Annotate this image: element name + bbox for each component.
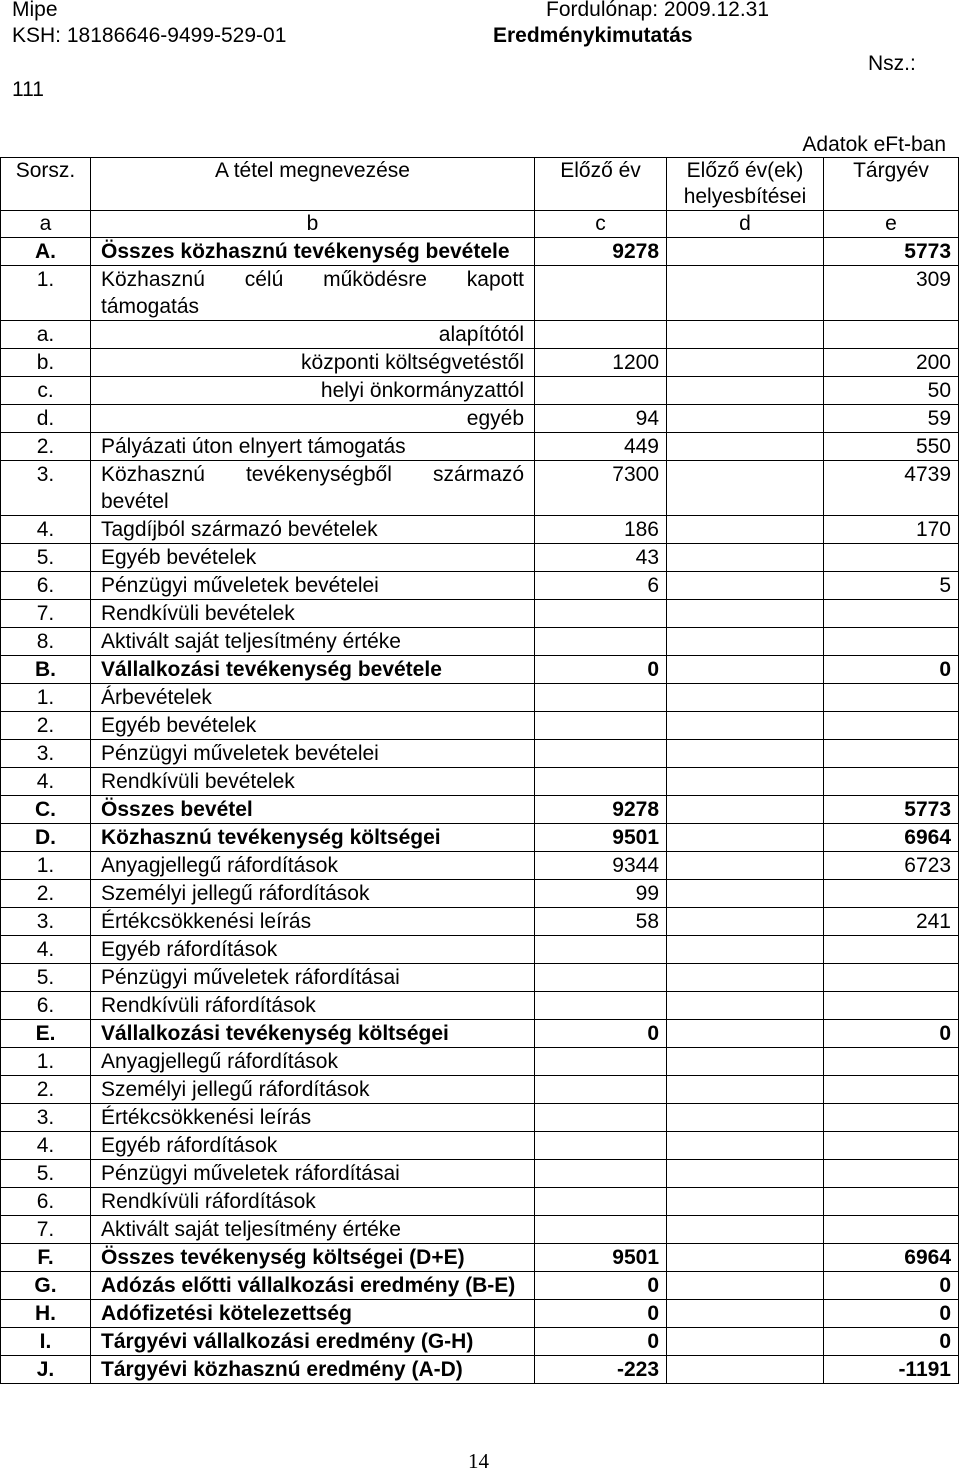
prev-year-value: 186 <box>535 516 667 544</box>
correction-value <box>667 824 824 852</box>
correction-value <box>667 628 824 656</box>
correction-value <box>667 712 824 740</box>
current-year-value: 59 <box>824 405 959 433</box>
row-name-text: Egyéb ráfordítások <box>101 1134 278 1157</box>
row-number: 4. <box>1 936 91 964</box>
column-letter: c <box>535 211 667 238</box>
prev-year-value <box>535 768 667 796</box>
table-row <box>1 321 959 349</box>
correction-value <box>667 572 824 600</box>
current-year-value: 170 <box>824 516 959 544</box>
current-year-value: 50 <box>824 377 959 405</box>
row-name <box>91 656 535 684</box>
correction-value <box>667 1244 824 1272</box>
row-name <box>91 964 535 992</box>
row-name-text: Tárgyévi közhasznú eredmény (A-D) <box>101 1358 463 1381</box>
correction-value <box>667 852 824 880</box>
correction-value <box>667 1104 824 1132</box>
prev-year-value <box>535 1076 667 1104</box>
row-name-text: Rendkívüli ráfordítások <box>101 994 316 1017</box>
row-name <box>91 936 535 964</box>
prev-year-value: 43 <box>535 544 667 572</box>
row-name <box>91 1076 535 1104</box>
row-name-text: Rendkívüli bevételek <box>101 770 295 793</box>
row-name-text: Tagdíjból származó bevételek <box>101 518 378 541</box>
current-year-value: 0 <box>824 1328 959 1356</box>
prev-year-value <box>535 377 667 405</box>
current-year-value <box>824 936 959 964</box>
correction-value <box>667 684 824 712</box>
correction-value <box>667 1076 824 1104</box>
correction-value <box>667 1216 824 1244</box>
prev-year-value <box>535 1188 667 1216</box>
row-number: 7. <box>1 600 91 628</box>
header-current-year: Tárgyév <box>824 158 959 211</box>
row-name <box>91 712 535 740</box>
correction-value <box>667 908 824 936</box>
header-prev-year: Előző év <box>535 158 667 211</box>
table-row <box>1 516 959 544</box>
table-row <box>1 1104 959 1132</box>
current-year-value: 5773 <box>824 796 959 824</box>
row-name-text: Egyéb ráfordítások <box>101 938 278 961</box>
income-statement-table <box>0 157 959 1384</box>
prev-year-value <box>535 992 667 1020</box>
table-row <box>1 1048 959 1076</box>
correction-value <box>667 349 824 377</box>
reporting-date: Fordulónap: 2009.12.31 <box>546 0 770 21</box>
table-row <box>1 1244 959 1272</box>
row-name-text: Aktivált saját teljesítmény értéke <box>101 630 401 653</box>
row-name <box>91 544 535 572</box>
header-name: A tétel megnevezése <box>91 158 535 211</box>
prev-year-value: -223 <box>535 1356 667 1384</box>
correction-value <box>667 600 824 628</box>
current-year-value: 6964 <box>824 824 959 852</box>
current-year-value: 0 <box>824 1272 959 1300</box>
row-number: c. <box>1 377 91 405</box>
row-name <box>91 600 535 628</box>
table-row <box>1 964 959 992</box>
table-row <box>1 656 959 684</box>
correction-value <box>667 880 824 908</box>
row-number: I. <box>1 1328 91 1356</box>
current-year-value: 200 <box>824 349 959 377</box>
row-name-text: Egyéb bevételek <box>101 714 257 737</box>
prev-year-value: 9278 <box>535 796 667 824</box>
row-number: E. <box>1 1020 91 1048</box>
row-number: A. <box>1 238 91 266</box>
prev-year-value: 58 <box>535 908 667 936</box>
table-header-row <box>1 158 959 211</box>
row-number: 3. <box>1 908 91 936</box>
nsz-label: Nsz.: <box>868 52 916 75</box>
current-year-value <box>824 964 959 992</box>
row-name <box>91 1328 535 1356</box>
table-row <box>1 824 959 852</box>
current-year-value <box>824 1160 959 1188</box>
row-name-text: Rendkívüli bevételek <box>101 602 295 625</box>
row-number: H. <box>1 1300 91 1328</box>
current-year-value: 0 <box>824 1020 959 1048</box>
table-row <box>1 1076 959 1104</box>
correction-value <box>667 1328 824 1356</box>
ksh-number: KSH: 18186646-9499-529-01 <box>12 24 287 47</box>
table-row <box>1 992 959 1020</box>
prev-year-value <box>535 1160 667 1188</box>
row-name-text: egyéb <box>466 407 524 430</box>
current-year-value <box>824 1104 959 1132</box>
prev-year-value: 1200 <box>535 349 667 377</box>
row-number: 4. <box>1 768 91 796</box>
current-year-value: -1191 <box>824 1356 959 1384</box>
table-row <box>1 572 959 600</box>
row-name <box>91 1104 535 1132</box>
header-corrections-line1: Előző év(ek) <box>686 159 804 182</box>
table-row <box>1 1160 959 1188</box>
current-year-value <box>824 1076 959 1104</box>
row-number: 1. <box>1 266 91 321</box>
row-name-text: Anyagjellegű ráfordítások <box>101 1050 338 1073</box>
row-name <box>91 880 535 908</box>
row-number: D. <box>1 824 91 852</box>
table-row <box>1 433 959 461</box>
prev-year-value <box>535 684 667 712</box>
row-number: 5. <box>1 1160 91 1188</box>
row-name-text: helyi önkormányzattól <box>320 379 524 402</box>
row-name-text: Értékcsökkenési leírás <box>101 1106 312 1129</box>
table-row <box>1 852 959 880</box>
row-name <box>91 1216 535 1244</box>
prev-year-value: 0 <box>535 656 667 684</box>
row-number: 5. <box>1 964 91 992</box>
table-row <box>1 1216 959 1244</box>
prev-year-value: 7300 <box>535 461 667 516</box>
prev-year-value <box>535 628 667 656</box>
row-name-text: Pénzügyi műveletek bevételei <box>101 574 379 597</box>
row-name <box>91 1244 535 1272</box>
row-name-text: Pénzügyi műveletek ráfordításai <box>101 1162 400 1185</box>
row-name-text: Aktivált saját teljesítmény értéke <box>101 1218 401 1241</box>
row-name <box>91 1132 535 1160</box>
prev-year-value: 9344 <box>535 852 667 880</box>
column-letter: a <box>1 211 91 238</box>
correction-value <box>667 1160 824 1188</box>
table-row <box>1 768 959 796</box>
table-row <box>1 712 959 740</box>
prev-year-value: 9278 <box>535 238 667 266</box>
prev-year-value: 0 <box>535 1328 667 1356</box>
row-name <box>91 572 535 600</box>
page-number: 14 <box>468 1449 489 1473</box>
row-number: 1. <box>1 684 91 712</box>
current-year-value <box>824 628 959 656</box>
row-number: 3. <box>1 1104 91 1132</box>
row-name-text: Összes bevétel <box>101 798 253 821</box>
row-number: b. <box>1 349 91 377</box>
row-name <box>91 908 535 936</box>
column-letter: e <box>824 211 959 238</box>
row-name-text: Közhasznú célú működésre kapott támogatás <box>101 268 524 318</box>
current-year-value <box>824 544 959 572</box>
correction-value <box>667 516 824 544</box>
row-name-text: Pályázati úton elnyert támogatás <box>101 435 406 458</box>
prev-year-value <box>535 1048 667 1076</box>
correction-value <box>667 405 824 433</box>
prev-year-value <box>535 600 667 628</box>
current-year-value <box>824 1132 959 1160</box>
table-row <box>1 461 959 516</box>
row-name <box>91 1048 535 1076</box>
table-row <box>1 1132 959 1160</box>
prev-year-value <box>535 964 667 992</box>
current-year-value <box>824 992 959 1020</box>
correction-value <box>667 377 824 405</box>
table-row <box>1 238 959 266</box>
column-letter: d <box>667 211 824 238</box>
current-year-value <box>824 684 959 712</box>
current-year-value <box>824 768 959 796</box>
correction-value <box>667 461 824 516</box>
document-title: Eredménykimutatás <box>493 24 693 47</box>
column-letter-row <box>1 211 959 238</box>
header-corrections-line2: helyesbítései <box>683 185 807 208</box>
correction-value <box>667 936 824 964</box>
row-name-text: Rendkívüli ráfordítások <box>101 1190 316 1213</box>
row-name <box>91 852 535 880</box>
row-number: C. <box>1 796 91 824</box>
row-name-text: Személyi jellegű ráfordítások <box>101 1078 370 1101</box>
current-year-value: 309 <box>824 266 959 321</box>
form-code: 111 <box>12 78 44 101</box>
column-letter: b <box>91 211 535 238</box>
table-row <box>1 936 959 964</box>
row-number: 2. <box>1 433 91 461</box>
row-name <box>91 740 535 768</box>
row-number: 6. <box>1 1188 91 1216</box>
row-name <box>91 824 535 852</box>
row-name-text: Adózás előtti vállalkozási eredmény (B-E) <box>101 1274 516 1297</box>
prev-year-value <box>535 712 667 740</box>
current-year-value: 0 <box>824 656 959 684</box>
header-corrections <box>667 158 824 211</box>
table-row <box>1 908 959 936</box>
row-name-text: Vállalkozási tevékenység bevétele <box>101 658 442 681</box>
current-year-value: 550 <box>824 433 959 461</box>
correction-value <box>667 1356 824 1384</box>
current-year-value <box>824 740 959 768</box>
row-number: 3. <box>1 461 91 516</box>
row-number: a. <box>1 321 91 349</box>
row-name-text: Pénzügyi műveletek bevételei <box>101 742 379 765</box>
correction-value <box>667 1020 824 1048</box>
row-number: 2. <box>1 880 91 908</box>
prev-year-value: 449 <box>535 433 667 461</box>
correction-value <box>667 1048 824 1076</box>
current-year-value <box>824 321 959 349</box>
row-number: 6. <box>1 992 91 1020</box>
table-row <box>1 684 959 712</box>
current-year-value: 0 <box>824 1300 959 1328</box>
row-name-text: Személyi jellegű ráfordítások <box>101 882 370 905</box>
current-year-value <box>824 600 959 628</box>
row-name-text: Közhasznú tevékenység költségei <box>101 826 441 849</box>
row-name <box>91 1300 535 1328</box>
prev-year-value: 99 <box>535 880 667 908</box>
row-name-text: Egyéb bevételek <box>101 546 257 569</box>
units-note: Adatok eFt-ban <box>802 133 946 156</box>
current-year-value <box>824 880 959 908</box>
correction-value <box>667 433 824 461</box>
current-year-value: 5773 <box>824 238 959 266</box>
correction-value <box>667 964 824 992</box>
row-name <box>91 992 535 1020</box>
correction-value <box>667 266 824 321</box>
table-row <box>1 266 959 321</box>
table-row <box>1 796 959 824</box>
row-name <box>91 1160 535 1188</box>
correction-value <box>667 1300 824 1328</box>
row-name <box>91 1188 535 1216</box>
current-year-value <box>824 712 959 740</box>
prev-year-value <box>535 1104 667 1132</box>
row-number: 2. <box>1 712 91 740</box>
prev-year-value: 6 <box>535 572 667 600</box>
prev-year-value <box>535 266 667 321</box>
table-row <box>1 880 959 908</box>
row-number: G. <box>1 1272 91 1300</box>
correction-value <box>667 238 824 266</box>
table-row <box>1 1300 959 1328</box>
row-name <box>91 405 535 433</box>
row-number: 4. <box>1 516 91 544</box>
row-number: 2. <box>1 1076 91 1104</box>
organization-name: Mipe <box>12 0 58 21</box>
prev-year-value <box>535 321 667 349</box>
row-name <box>91 516 535 544</box>
row-name-text: Árbevételek <box>101 686 212 709</box>
current-year-value <box>824 1188 959 1216</box>
correction-value <box>667 544 824 572</box>
header-sorsz: Sorsz. <box>1 158 91 211</box>
current-year-value: 5 <box>824 572 959 600</box>
correction-value <box>667 740 824 768</box>
row-name <box>91 377 535 405</box>
row-number: 7. <box>1 1216 91 1244</box>
correction-value <box>667 768 824 796</box>
prev-year-value: 0 <box>535 1300 667 1328</box>
table-row <box>1 349 959 377</box>
prev-year-value: 0 <box>535 1272 667 1300</box>
prev-year-value <box>535 936 667 964</box>
row-name-text: Anyagjellegű ráfordítások <box>101 854 338 877</box>
row-name-text: Összes közhasznú tevékenység bevétele <box>101 240 510 263</box>
row-name <box>91 1356 535 1384</box>
row-number: 6. <box>1 572 91 600</box>
row-name <box>91 684 535 712</box>
row-name <box>91 433 535 461</box>
current-year-value: 6964 <box>824 1244 959 1272</box>
prev-year-value <box>535 740 667 768</box>
prev-year-value: 9501 <box>535 824 667 852</box>
table-row <box>1 600 959 628</box>
row-name-text: Pénzügyi műveletek ráfordításai <box>101 966 400 989</box>
row-name-text: Közhasznú tevékenységből származó bevétel <box>101 463 524 513</box>
row-number: 4. <box>1 1132 91 1160</box>
table-row <box>1 1328 959 1356</box>
row-name-text: Tárgyévi vállalkozási eredmény (G-H) <box>101 1330 474 1353</box>
row-name <box>91 796 535 824</box>
correction-value <box>667 992 824 1020</box>
row-number: B. <box>1 656 91 684</box>
row-name <box>91 266 535 321</box>
row-name <box>91 1272 535 1300</box>
table-row <box>1 405 959 433</box>
correction-value <box>667 321 824 349</box>
prev-year-value <box>535 1132 667 1160</box>
current-year-value: 6723 <box>824 852 959 880</box>
current-year-value: 4739 <box>824 461 959 516</box>
row-name-text: Értékcsökkenési leírás <box>101 910 312 933</box>
prev-year-value: 9501 <box>535 1244 667 1272</box>
row-name-text: alapítótól <box>438 323 524 346</box>
row-number: 1. <box>1 1048 91 1076</box>
correction-value <box>667 1272 824 1300</box>
correction-value <box>667 656 824 684</box>
correction-value <box>667 796 824 824</box>
row-name-text: Összes tevékenység költségei (D+E) <box>101 1246 465 1269</box>
prev-year-value <box>535 1216 667 1244</box>
row-number: 8. <box>1 628 91 656</box>
row-number: d. <box>1 405 91 433</box>
table-row <box>1 628 959 656</box>
row-number: 1. <box>1 852 91 880</box>
table-row <box>1 1356 959 1384</box>
table-row <box>1 1020 959 1048</box>
current-year-value <box>824 1048 959 1076</box>
row-number: 5. <box>1 544 91 572</box>
row-name <box>91 349 535 377</box>
row-number: J. <box>1 1356 91 1384</box>
table-row <box>1 1272 959 1300</box>
correction-value <box>667 1132 824 1160</box>
table-row <box>1 740 959 768</box>
row-name <box>91 628 535 656</box>
row-number: F. <box>1 1244 91 1272</box>
row-name <box>91 768 535 796</box>
table-row <box>1 377 959 405</box>
row-name <box>91 1020 535 1048</box>
row-name <box>91 321 535 349</box>
row-name-text: Vállalkozási tevékenység költségei <box>101 1022 449 1045</box>
current-year-value: 241 <box>824 908 959 936</box>
row-name-text: központi költségvetéstől <box>301 351 524 374</box>
correction-value <box>667 1188 824 1216</box>
row-name <box>91 238 535 266</box>
prev-year-value: 94 <box>535 405 667 433</box>
current-year-value <box>824 1216 959 1244</box>
row-number: 3. <box>1 740 91 768</box>
table-row <box>1 1188 959 1216</box>
table-row <box>1 544 959 572</box>
row-name-text: Adófizetési kötelezettség <box>101 1302 352 1325</box>
prev-year-value: 0 <box>535 1020 667 1048</box>
row-name <box>91 461 535 516</box>
